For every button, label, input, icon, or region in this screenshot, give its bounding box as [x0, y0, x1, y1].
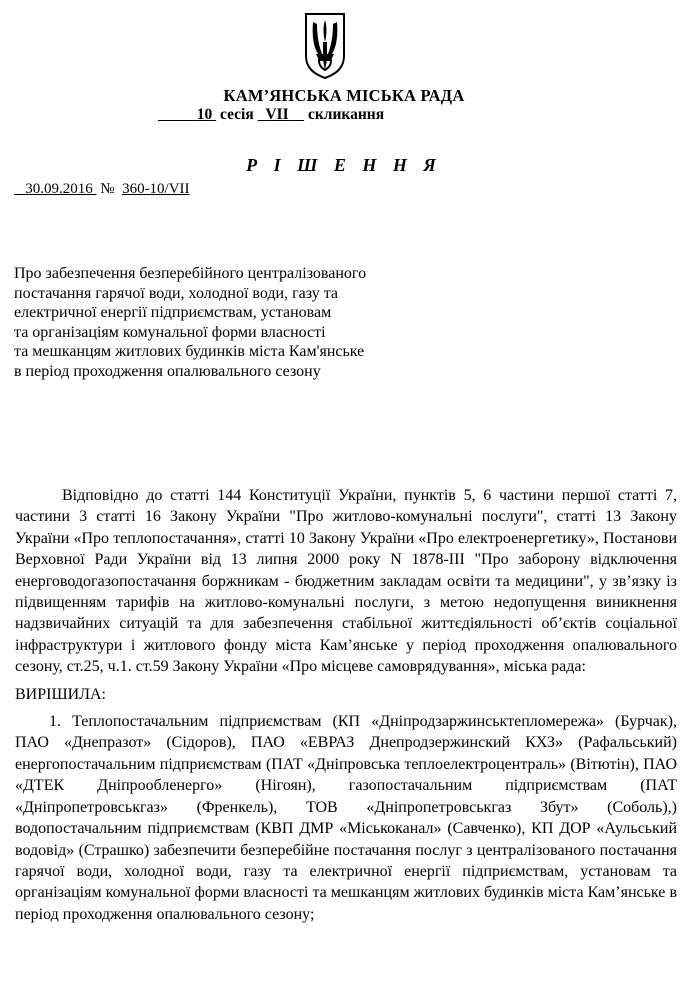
decision-title: Р І Ш Е Н Н Я [246, 155, 442, 175]
preamble-paragraph: Відповідно до статті 144 Конституції України, пунктів 5, 6 частини першої статті 7, частини 3 статті 16 Закону України "Про житлово-комунальні послуги", статті 13 Закону України «Про теплопостачання», статті 10 Закону України «Про електроенергетику», Постанови Верховної Ради України від 13 липня 2000 року N 1878-ІІІ "Про заборону відключення енерговодогазопостачання боржникам - бюджетним закладам освіти та медицини", у зв’язку із підвищенням тарифів на житлово-комунальні послуги, з метою недопущення виникнення надзвичайних ситуацій та для забезпечення стабільної життєдіяльності об’єктів соціальної інфраструктури і житлового фонду міста Кам’янське у період проходження опалювального сезону, ст.25, ч.1. ст.59 Закону України «Про місцеве самоврядування», міська рада: [15, 487, 677, 676]
decision-date: 30.09.2016 [25, 181, 93, 197]
subject-line: в період проходження опалювального сезону [14, 362, 321, 380]
trident-emblem-icon [300, 12, 350, 80]
council-name: КАМ’ЯНСЬКА МІСЬКА РАДА [223, 86, 465, 105]
decision-number: 360-10/VII [122, 181, 190, 197]
convocation-number-field [258, 106, 305, 123]
convocation-number: VII [265, 106, 289, 123]
decision-subject [14, 264, 454, 381]
convocation-label: скликання [307, 106, 385, 123]
resolved-heading: ВИРІШИЛА: [15, 685, 106, 703]
subject-line: постачання гарячої води, холодної води, газу та [14, 284, 339, 302]
subject-line: Про забезпечення безперебійного централізованого [14, 265, 367, 282]
item-1-paragraph: 1. Теплопостачальним підприємствам (КП «Дніпродзаржинськтепломережа» (Бурчак), ПАО «Днепразот» (Сідоров), ПАО «ЕВРАЗ Днепродзержинский КХЗ» (Рафальський) енергопостачальним підприємствам (ПАТ «Дніпровська теплоелектроцентраль» (Вітютін), ПАО «ДТЕК Дніпрообленерго» (Нігоян), газопостачальним підприємствам (ПАТ «Дніпропетровськгаз» (Френкель), ТОВ «Дніпропетровськгаз Збут» (Соболь),) водопостачальним підприємствам (КВП ДМР «Міськоканал» (Савченко), КП ДОР «Аульський водовід» (Страшко) забезпечити безперебійне постачання послуг з централізованого постачання гарячої води, холодної води, газу та електричної енергії підприємствам, установам та організаціям комунальної форми власності та мешканцям житлових будинків міста Кам’янське в період проходження опалювального сезону; [15, 713, 677, 923]
session-number-field [158, 106, 216, 123]
session-number: 10 [196, 106, 213, 123]
session-label: сесія [220, 106, 254, 123]
subject-line: та організаціям комунальної форми власності [14, 323, 326, 341]
decision-body [15, 485, 677, 925]
decision-date-field [14, 181, 97, 197]
subject-line: та мешканцям житлових будинків міста Кам'янське [14, 343, 365, 360]
subject-line: електричної енергії підприємствам, установам [14, 304, 332, 321]
decision-date-number [14, 181, 190, 198]
number-sign: № [100, 181, 115, 197]
session-line [158, 106, 384, 124]
